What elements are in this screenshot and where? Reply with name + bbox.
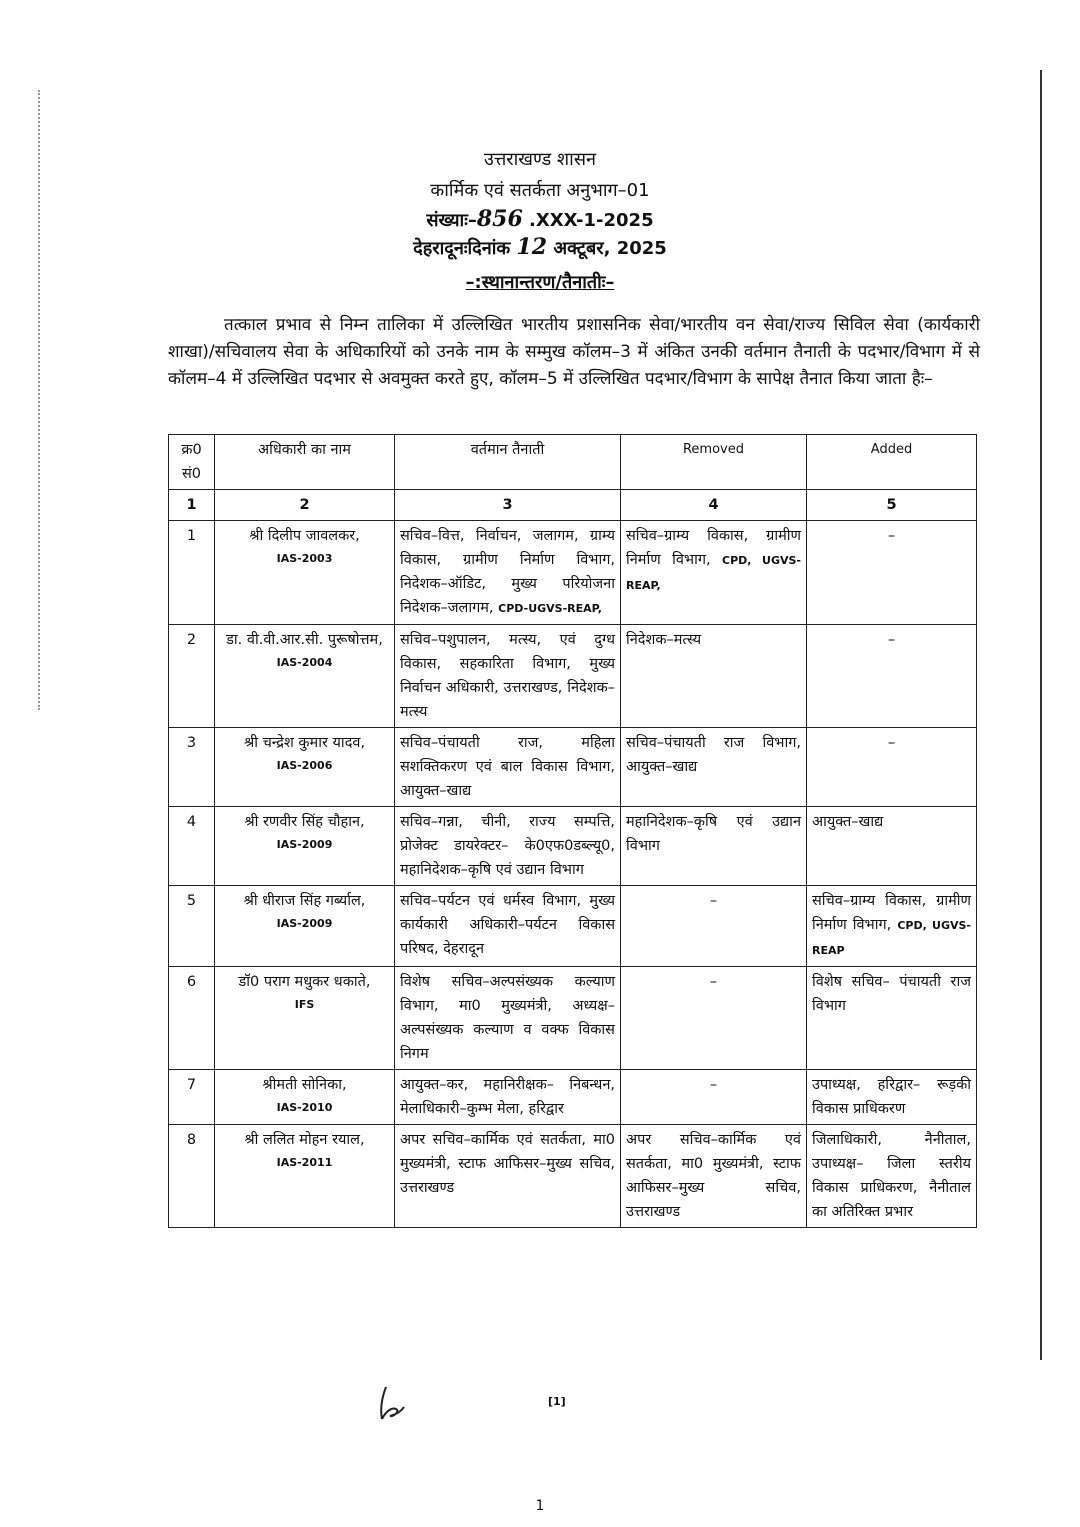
- removed-posting-code: CPD, UGVS-REAP,: [626, 554, 801, 592]
- current-posting: सचिव–पंचायती राज, महिला सशक्तिकरण एवं बाल विकास विभाग, आयुक्त–खाद्य: [400, 735, 615, 799]
- current-posting-code: CPD-UGVS-REAP,: [498, 602, 602, 615]
- table-header-row: [169, 435, 977, 490]
- serial-cell: [169, 807, 215, 886]
- removed-posting: सचिव–ग्राम्य विकास, ग्रामीण निर्माण विभाग,: [626, 528, 801, 568]
- serial-cell: [169, 967, 215, 1070]
- added-posting: सचिव–ग्राम्य विकास, ग्रामीण निर्माण विभाग,: [812, 893, 971, 933]
- serial-number: 1: [186, 528, 197, 544]
- removed-cell: [621, 967, 807, 1070]
- officer-cell: [215, 1070, 395, 1125]
- added-cell: [807, 1125, 977, 1228]
- removed-cell: [621, 886, 807, 967]
- added-cell: [807, 967, 977, 1070]
- current-posting-cell: [395, 521, 621, 625]
- number-prefix: संख्याः–: [426, 210, 477, 231]
- header-officer-name: अधिकारी का नाम: [215, 435, 395, 490]
- serial-cell: [169, 886, 215, 967]
- current-posting-cell: [395, 886, 621, 967]
- officer-service: IAS-2009: [276, 917, 333, 930]
- serial-number: 3: [186, 735, 197, 751]
- col-number: 4: [621, 490, 807, 521]
- removed-cell: [621, 521, 807, 625]
- officer-cell: [215, 1125, 395, 1228]
- added-cell: [807, 1070, 977, 1125]
- removed-posting: महानिदेशक–कृषि एवं उद्यान विभाग: [626, 814, 801, 854]
- added-posting: आयुक्त–खाद्य: [812, 814, 884, 830]
- date-prefix: देहरादूनःदिनांक: [413, 238, 517, 259]
- officer-service: IAS-2011: [276, 1156, 333, 1169]
- removed-posting: निदेशक–मत्स्य: [626, 632, 702, 648]
- officer-name: श्री ललित मोहन रयाल,: [244, 1132, 365, 1148]
- col-number: 2: [215, 490, 395, 521]
- officer-service: IAS-2003: [276, 552, 333, 565]
- officer-name: श्री रणवीर सिंह चौहान,: [244, 814, 365, 830]
- officer-cell: [215, 807, 395, 886]
- officer-name: डॉ0 पराग मधुकर धकाते,: [238, 974, 371, 990]
- header-government: उत्तराखण्ड शासन: [483, 149, 596, 170]
- added-posting: –: [887, 528, 896, 544]
- added-posting-code: CPD, UGVS-REAP: [812, 919, 971, 957]
- officer-service: IAS-2009: [276, 838, 333, 851]
- serial-number: 4: [186, 814, 197, 830]
- officer-name: श्री चन्द्रेश कुमार यादव,: [243, 735, 366, 751]
- current-posting-cell: [395, 1125, 621, 1228]
- serial-cell: [169, 521, 215, 625]
- added-cell: [807, 728, 977, 807]
- subject-heading: –:स्थानान्तरण/तैनातीः–: [465, 272, 615, 293]
- current-posting: सचिव–पर्यटन एवं धर्मस्व विभाग, मुख्य कार्यकारी अधिकारी–पर्यटन विकास परिषद, देहरादून: [400, 893, 615, 957]
- current-posting-cell: [395, 967, 621, 1070]
- col-number: 1: [169, 490, 215, 521]
- table-row: [169, 807, 977, 886]
- header-current-posting: वर्तमान तैनाती: [395, 435, 621, 490]
- table-row: [169, 1125, 977, 1228]
- added-posting: –: [887, 632, 896, 648]
- column-number-row: [169, 490, 977, 521]
- officer-service: IAS-2010: [276, 1101, 333, 1114]
- officer-service: IFS: [294, 998, 315, 1011]
- added-cell: [807, 625, 977, 728]
- current-posting-cell: [395, 728, 621, 807]
- date-suffix: अक्टूबर, 2025: [547, 238, 667, 259]
- added-cell: [807, 886, 977, 967]
- serial-cell: [169, 625, 215, 728]
- number-suffix: .XXX-1-2025: [522, 210, 654, 231]
- current-posting-cell: [395, 807, 621, 886]
- removed-cell: [621, 807, 807, 886]
- officer-cell: [215, 728, 395, 807]
- order-paragraph: तत्काल प्रभाव से निम्न तालिका में उल्लिखित भारतीय प्रशासनिक सेवा/भारतीय वन सेवा/राज्य सिविल सेवा (कार्यकारी शाखा)/सचिवालय सेवा के अधिकारियों को उनके नाम के सम्मुख कॉलम–3 में अंकित उनकी वर्तमान तैनाती के पदभार/विभाग में से कॉलम–4 में उल्लिखित पदभार से अवमुक्त करते हुए, कॉलम–5 में उल्लिखित पदभार/विभाग के सापेक्ष तैनात किया जाता हैः–: [168, 315, 980, 389]
- header-department: कार्मिक एवं सतर्कता अनुभाग–01: [430, 180, 650, 201]
- table-row: [169, 1070, 977, 1125]
- removed-cell: [621, 625, 807, 728]
- serial-number: 2: [186, 632, 197, 648]
- current-posting: सचिव–गन्ना, चीनी, राज्य सम्पत्ति, प्रोजेक्ट डायरेक्टर– के0एफ0डब्ल्यू0, महानिदेशक–कृषि एवं उद्यान विभाग: [400, 814, 615, 878]
- current-posting-cell: [395, 1070, 621, 1125]
- serial-number: 8: [186, 1132, 197, 1148]
- officer-cell: [215, 967, 395, 1070]
- page-number: 1: [535, 1498, 545, 1514]
- officer-service: IAS-2006: [276, 759, 333, 772]
- header-serial: क्र0 सं0: [169, 435, 215, 490]
- officer-cell: [215, 521, 395, 625]
- added-posting: विशेष सचिव– पंचायती राज विभाग: [812, 974, 971, 1014]
- added-cell: [807, 807, 977, 886]
- table-row: [169, 625, 977, 728]
- current-posting: सचिव–पशुपालन, मत्स्य, एवं दुग्ध विकास, सहकारिता विभाग, मुख्य निर्वाचन अधिकारी, उत्तराखण्ड, निदेशक– मत्स्य: [400, 632, 615, 720]
- col-number: 3: [395, 490, 621, 521]
- current-posting: आयुक्त–कर, महानिरीक्षक– निबन्धन, मेलाधिकारी–कुम्भ मेला, हरिद्वार: [400, 1077, 615, 1117]
- serial-number: 5: [186, 893, 197, 909]
- removed-cell: [621, 1125, 807, 1228]
- added-posting: उपाध्यक्ष, हरिद्वार– रूड़की विकास प्राधिकरण: [812, 1077, 971, 1117]
- officer-name: श्री धीराज सिंह गर्ब्याल,: [243, 893, 366, 909]
- current-posting: सचिव–वित्त, निर्वाचन, जलागम, ग्राम्य विकास, ग्रामीण निर्माण विभाग, निदेशक–ऑडिट, मुख्य परियोजना निदेशक–जलागम,: [400, 528, 615, 616]
- page-mark: [1]: [548, 1395, 566, 1408]
- serial-number: 6: [186, 974, 197, 990]
- current-posting: अपर सचिव–कार्मिक एवं सतर्कता, मा0 मुख्यमंत्री, स्टाफ आफिसर–मुख्य सचिव, उत्तराखण्ड: [400, 1132, 615, 1196]
- removed-posting: –: [709, 974, 718, 990]
- header-date: [0, 232, 1080, 264]
- added-posting: जिलाधिकारी, नैनीताल, उपाध्यक्ष– जिला स्तरीय विकास प्राधिकरण, नैनीताल का अतिरिक्त प्रभार: [812, 1132, 971, 1220]
- officer-cell: [215, 886, 395, 967]
- officer-name: डा. वी.वी.आर.सी. पुरूषोत्तम,: [226, 632, 383, 648]
- removed-cell: [621, 1070, 807, 1125]
- added-posting: –: [887, 735, 896, 751]
- added-cell: [807, 521, 977, 625]
- transfer-table: [168, 434, 977, 1228]
- date-handwritten: 12: [516, 234, 548, 260]
- officer-service: IAS-2004: [276, 656, 333, 669]
- col-number: 5: [807, 490, 977, 521]
- serial-cell: [169, 1125, 215, 1228]
- header-added: Added: [807, 435, 977, 490]
- header-removed: Removed: [621, 435, 807, 490]
- officer-cell: [215, 625, 395, 728]
- serial-cell: [169, 728, 215, 807]
- current-posting-cell: [395, 625, 621, 728]
- removed-posting: अपर सचिव–कार्मिक एवं सतर्कता, मा0 मुख्यमंत्री, स्टाफ आफिसर–मुख्य सचिव, उत्तराखण्ड: [626, 1132, 801, 1220]
- removed-cell: [621, 728, 807, 807]
- number-handwritten: 856: [476, 206, 523, 232]
- current-posting: विशेष सचिव–अल्पसंख्यक कल्याण विभाग, मा0 मुख्यमंत्री, अध्यक्ष– अल्पसंख्यक कल्याण व वक्फ विकास निगम: [400, 974, 615, 1062]
- serial-number: 7: [186, 1077, 197, 1093]
- officer-name: श्रीमती सोनिका,: [262, 1077, 347, 1093]
- officer-name: श्री दिलीप जावलकर,: [249, 528, 360, 544]
- removed-posting: –: [709, 1077, 718, 1093]
- table-row: [169, 886, 977, 967]
- removed-posting: –: [709, 893, 718, 909]
- serial-cell: [169, 1070, 215, 1125]
- removed-posting: सचिव–पंचायती राज विभाग, आयुक्त–खाद्य: [626, 735, 801, 775]
- table-row: [169, 967, 977, 1070]
- table-row: [169, 728, 977, 807]
- signature-initials: [376, 1385, 406, 1421]
- table-row: [169, 521, 977, 625]
